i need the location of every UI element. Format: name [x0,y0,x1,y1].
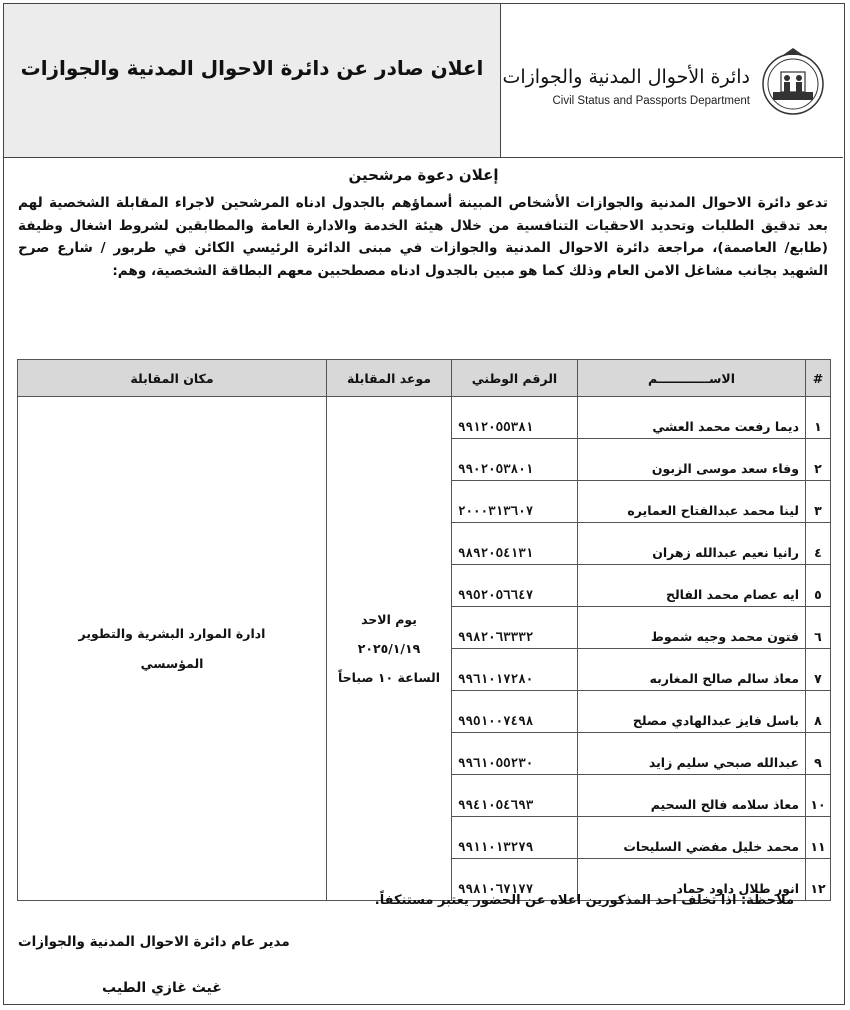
header-num: # [806,360,831,397]
row-number: ٨ [806,691,831,733]
signatory-name: غيث غازي الطيب [102,980,222,996]
row-number: ٧ [806,649,831,691]
candidate-name: عبدالله صبحي سليم زايد [578,733,806,775]
interview-day: يوم الاحد [361,612,417,627]
national-id: ٩٩٥١٠٠٧٤٩٨ [452,691,578,733]
table-header-row [18,360,831,397]
row-number: ١١ [806,817,831,859]
header-title-panel [4,4,501,157]
national-id: ٢٠٠٠٣١٣٦٠٧ [452,481,578,523]
department-name-arabic: دائرة الأحوال المدنية والجوازات [502,66,750,88]
national-id: ٩٩٦١٠٥٥٢٣٠ [452,733,578,775]
candidate-name: معاذ سلامه فالح السحيم [578,775,806,817]
candidate-name: لينا محمد عبدالفتاح العمايره [578,481,806,523]
interview-time: الساعة ١٠ صباحاً [337,670,441,685]
national-id: ٩٩١١٠١٣٢٧٩ [452,817,578,859]
row-number: ١٢ [806,859,831,901]
row-number: ١ [806,397,831,439]
row-number: ١٠ [806,775,831,817]
header-name: الاســــــــــــم [578,360,806,397]
row-number: ٤ [806,523,831,565]
national-id: ٩٩٠٢٠٥٣٨٠١ [452,439,578,481]
row-number: ٦ [806,607,831,649]
candidate-name: ديما رفعت محمد العشي [578,397,806,439]
interview-place-line2: المؤسسي [140,655,204,671]
absence-note: ملاحظة: اذا تخلف احد المذكورين اعلاه عن الحضور يعتبر مستنكفاً. [374,893,794,908]
table-row [18,397,831,439]
candidate-name: باسل فايز عبدالهادي مصلح [578,691,806,733]
national-id: ٩٩٨٢٠٦٣٣٣٢ [452,607,578,649]
interview-date: ٢٠٢٥/١/١٩ [357,641,421,656]
row-number: ٢ [806,439,831,481]
header-national-id: الرقم الوطني [452,360,578,397]
national-id: ٩٩٤١٠٥٤٦٩٣ [452,775,578,817]
candidate-name: محمد خليل مفضي السليحات [578,817,806,859]
announcement-page [3,3,845,1005]
row-number: ٩ [806,733,831,775]
national-id: ٩٩١٢٠٥٥٣٨١ [452,397,578,439]
announcement-title: اعلان صادر عن دائرة الاحوال المدنية والجوازات [20,56,484,80]
row-number: ٥ [806,565,831,607]
candidate-name: انور طلال داود حماد [578,859,806,901]
signatory-title: مدير عام دائرة الاحوال المدنية والجوازات [18,934,290,950]
notice-title: إعلان دعوة مرشحين [348,166,499,184]
department-emblem-icon [757,46,829,118]
header [4,4,843,158]
candidate-name: رانيا نعيم عبدالله زهران [578,523,806,565]
header-interview-place: مكان المقابلة [18,360,327,397]
department-name-english: Civil Status and Passports Department [552,95,750,107]
header-interview-date: موعد المقابلة [327,360,452,397]
interview-place-line1: ادارة الموارد البشرية والتطوير [78,625,266,641]
row-number: ٣ [806,481,831,523]
candidate-name: ايه عصام محمد الفالح [578,565,806,607]
national-id: ٩٩٦١٠١٧٢٨٠ [452,649,578,691]
candidates-table [17,359,831,901]
interview-date-cell [327,397,452,901]
candidate-name: وفاء سعد موسى الزبون [578,439,806,481]
notice-intro-paragraph: تدعو دائرة الاحوال المدنية والجوازات الأشخاص المبينة أسماؤهم بالجدول ادناه المرشحين لاجراء المقابلة الشخصية لهم بعد تدقيق الطلبات وتحديد الاحقيات التنافسية من خلال هيئة الخدمة والادارة العامة والمطابقين لشروط اشغال وظيفة (طابع/ العاصمة)، مراجعة دائرة الاحوال المدنية والجوازات في مبنى الدائرة الرئيسي الكائن في طربور / شارع صرح الشهيد بجانب مشاغل الامن العام وذلك كما هو مبين بالجدول ادناه مصطحبين معهم البطاقة الشخصية، وهم: [18,195,828,279]
candidate-name: فتون محمد وجيه شموط [578,607,806,649]
interview-place-cell [18,397,327,901]
national-id: ٩٩٥٢٠٥٦٦٤٧ [452,565,578,607]
national-id: ٩٨٩٢٠٥٤١٣١ [452,523,578,565]
candidate-name: معاذ سالم صالح المغاربه [578,649,806,691]
national-id: ٩٩٨١٠٦٧١٧٧ [452,859,578,901]
